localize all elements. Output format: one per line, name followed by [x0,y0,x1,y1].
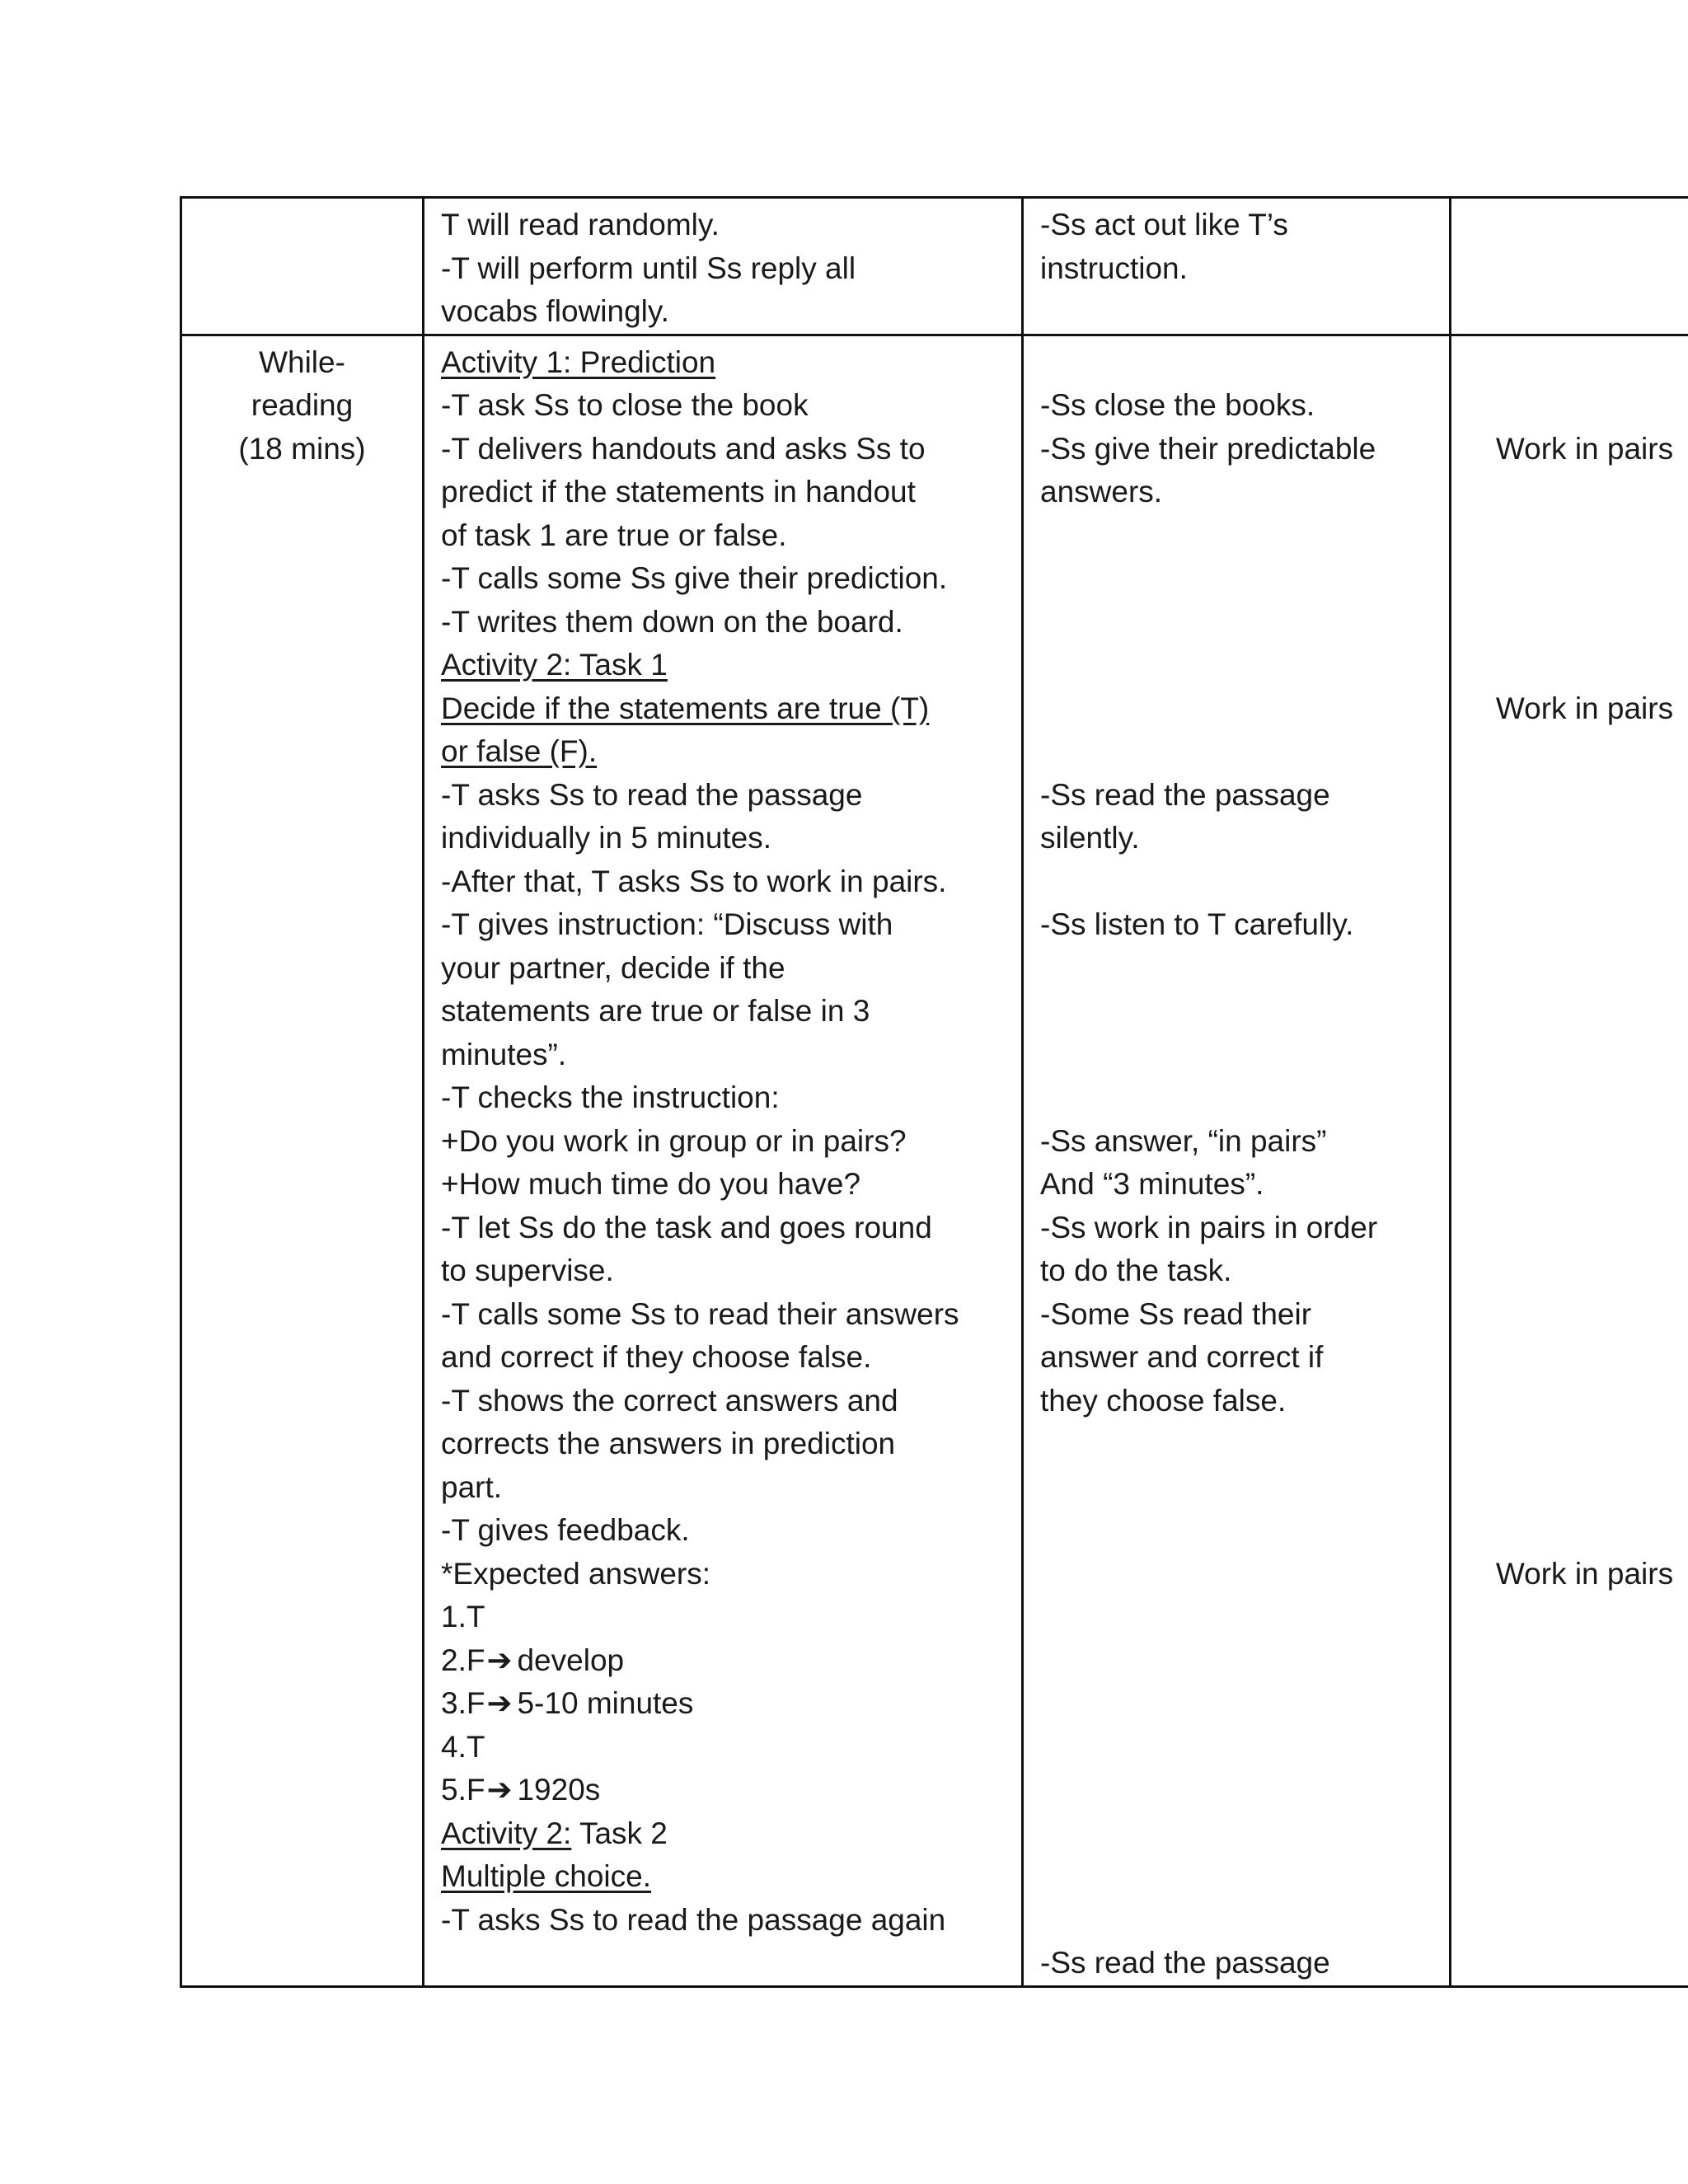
teacher-activity-cell [424,335,1023,1986]
activity-heading [441,1812,1005,1856]
interaction-cell [1451,335,1688,1986]
text-line: -Ss act out like T’s [1040,208,1288,241]
text-line: -T shows the correct answers and [441,1383,898,1418]
interaction-label: Work in pairs [1495,1556,1674,1591]
stage-cell [181,198,424,335]
text-line: to supervise. [441,1254,614,1287]
text-line: answer and correct if [1040,1340,1324,1374]
answer-number: 1.T [441,1600,485,1633]
text-line: vocabs flowingly. [441,294,669,328]
text-line: +How much time do you have? [441,1167,861,1201]
answer-number: 2.F [441,1643,485,1677]
text-line: -T will perform until Ss reply all [441,251,856,285]
text-line: -Ss read the passage [1040,1946,1330,1980]
text-line: part. [441,1469,503,1504]
answer-number: 5.F [441,1773,485,1807]
text-line: -T calls some Ss to read their answers [441,1296,959,1331]
stage-duration: (18 mins) [238,431,366,466]
text-line: *Expected answers: [441,1556,711,1591]
task-instruction: or false (F). [441,734,598,768]
text-line: -T gives feedback. [441,1513,690,1547]
text-line: T will read randomly. [441,208,720,241]
stage-cell [181,335,424,1986]
text-line: minutes”. [441,1037,567,1071]
text-line: answers. [1040,475,1163,509]
text-line: -T delivers handouts and asks Ss to [441,431,926,466]
text-line: -Some Ss read their [1040,1296,1312,1331]
text-line: And “3 minutes”. [1040,1167,1264,1201]
student-activity-cell [1023,198,1451,335]
answer-item [441,1639,1005,1683]
text-line: of task 1 are true or false. [441,518,787,552]
text-line: -T calls some Ss give their prediction. [441,561,948,595]
task-instruction: Multiple choice. [441,1859,652,1893]
stage-label: While- [259,344,345,379]
text-line: corrects the answers in prediction [441,1427,896,1460]
text-line: -T ask Ss to close the book [441,388,809,422]
interaction-cell [1451,198,1688,335]
text-line: -T asks Ss to read the passage [441,777,863,812]
interaction-label: Work in pairs [1495,691,1674,725]
answer-item [441,1726,1005,1769]
text-line: -T writes them down on the board. [441,604,903,639]
answer-item [441,1682,1005,1726]
interaction-label: Work in pairs [1495,431,1674,466]
text-line: instruction. [1040,251,1188,285]
teacher-activity-cell [424,198,1023,335]
answer-item [441,1769,1005,1812]
text-line: individually in 5 minutes. [441,821,772,855]
answer-correction: develop [517,1643,625,1677]
text-line: -T gives instruction: “Discuss with [441,907,893,941]
table-row [181,335,1688,1986]
text-line: silently. [1040,821,1140,855]
table-row [181,198,1688,335]
text-line: -Ss work in pairs in order [1040,1210,1378,1244]
text-line: -T asks Ss to read the passage again [441,1902,946,1937]
answer-number: 3.F [441,1686,485,1720]
text-line: and correct if they choose false. [441,1340,872,1374]
text-line: +Do you work in group or in pairs? [441,1123,907,1158]
text-line: -Ss answer, “in pairs” [1040,1123,1327,1158]
answer-item [441,1596,1005,1639]
text-line: -Ss listen to T carefully. [1040,907,1354,941]
text-line: -After that, T asks Ss to work in pairs. [441,864,947,898]
activity-heading-rest: Task 2 [571,1816,668,1850]
arrow-right-icon: ➔ [486,1773,513,1807]
arrow-right-icon: ➔ [486,1643,513,1677]
text-line: -Ss give their predictable [1040,431,1376,466]
text-line: they choose false. [1040,1383,1287,1418]
stage-label: reading [251,388,354,422]
activity-heading-underlined: Activity 2: [441,1816,572,1850]
text-line: -Ss read the passage [1040,777,1330,812]
text-line: -T let Ss do the task and goes round [441,1210,932,1244]
arrow-right-icon: ➔ [486,1686,513,1720]
text-line: your partner, decide if the [441,950,785,985]
answer-number: 4.T [441,1729,485,1764]
text-line: -T checks the instruction: [441,1080,780,1114]
text-line: predict if the statements in handout [441,475,916,509]
answer-correction: 5-10 minutes [517,1686,694,1720]
text-line: -Ss close the books. [1040,388,1315,422]
task-instruction: Decide if the statements are true (T) [441,691,930,725]
activity-heading: Activity 2: Task 1 [441,648,668,682]
activity-heading: Activity 1: Prediction [441,344,716,379]
answer-correction: 1920s [517,1773,601,1807]
text-line: statements are true or false in 3 [441,994,870,1028]
text-line: to do the task. [1040,1254,1232,1287]
lesson-plan-table [180,196,1688,1988]
student-activity-cell [1023,335,1451,1986]
